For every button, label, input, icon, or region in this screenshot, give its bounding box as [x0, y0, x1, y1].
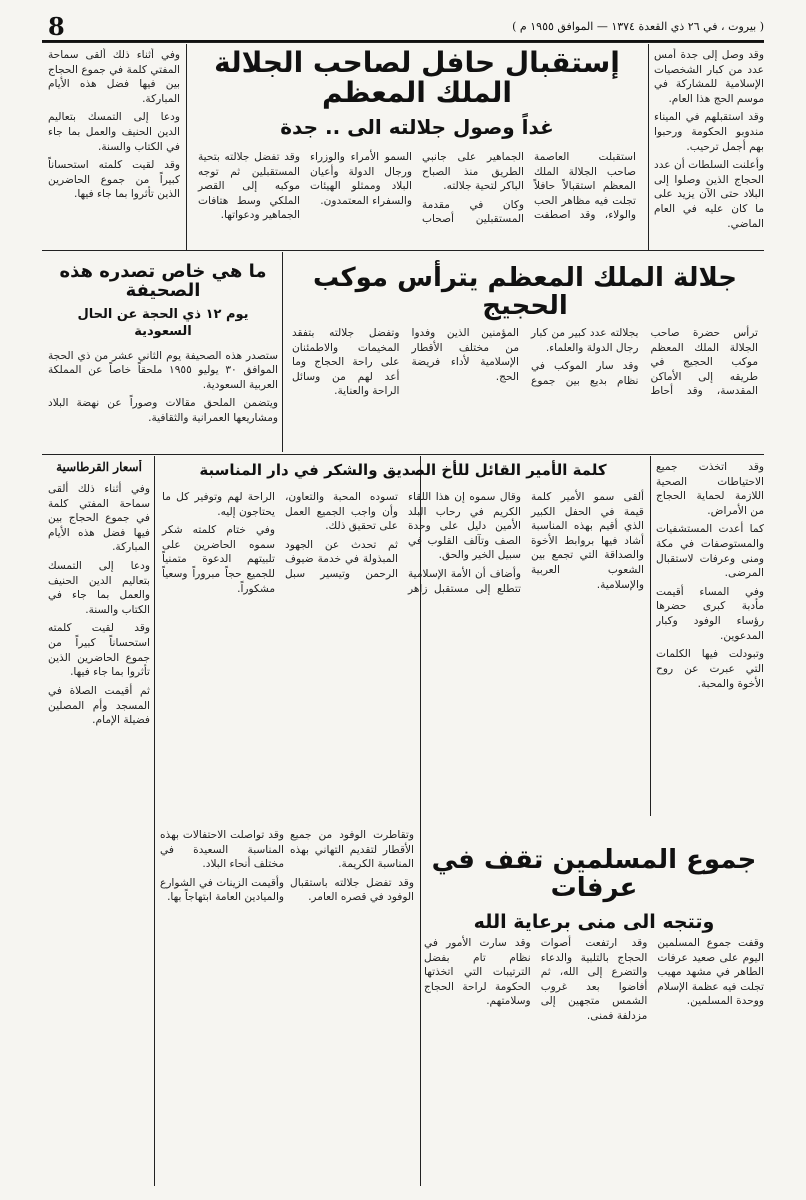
story-special-issue-paragraph: ويتضمن الملحق مقالات وصوراً عن نهضة البلاد ومشاريعها العمرانية والثقافية.	[48, 397, 278, 425]
subheadline-reception: غداً وصول جلالته الى .. جدة	[280, 115, 554, 140]
subheadline-arafat: وتتجه الى منى برعاية الله	[473, 911, 715, 934]
right-middle-paragraph: وفي المساء أقيمت مأدبة كبرى حضرها رؤساء الوفود وكبار المدعوين.	[656, 585, 764, 642]
right-top-column	[654, 48, 764, 244]
left-bottom-paragraph: ثم أقيمت الصلاة في المسجد وأم المصلين فضيلة الإمام.	[48, 684, 150, 727]
story-procession	[286, 256, 764, 450]
headline-prince-speech: كلمة الأمير القائل للأخ الصديق والشكر في دار المناسبة	[199, 461, 607, 479]
story-reception-body	[198, 150, 636, 240]
left-bottom-column	[48, 460, 150, 1186]
headline-reception: إستقبال حافل لصاحب الجلالة الملك المعظم	[214, 48, 620, 110]
story-procession-paragraph: ترأس حضرة صاحب الجلالة الملك المعظم موكب الحجيج في طريقه إلى الأماكن المقدسة، وقد أحاط بجلالته عدد كبير من كبار رجال الدولة والعلماء.	[531, 327, 758, 398]
story-procession-paragraph: وقد سار الموكب في نظام بديع بين جموع المؤمنين الذين وفدوا من مختلف الأقطار الإسلامية لأداء فريضة الحج.	[411, 327, 639, 387]
masthead-strip	[42, 12, 764, 42]
middle-bottom-paragraph: وأقيمت الزينات في الشوارع والميادين العامة ابتهاجاً بها.	[160, 876, 284, 904]
left-top-paragraph: وقد لقيت كلمته استحساناً كبيراً من جموع الحاضرين الذين تأثروا بما جاء فيها.	[48, 159, 180, 201]
right-middle-paragraph: كما أعدت المستشفيات والمستوصفات في مكة ومنى وعرفات لاستقبال المرضى.	[656, 523, 764, 580]
story-arafat-paragraph: وقفت جموع المسلمين اليوم على صعيد عرفات الطاهر في مشهد مهيب تجلت فيه عظمة الإسلام ووحدة المسلمين.	[657, 937, 764, 1008]
story-procession-paragraph: وتفضل جلالته بتفقد المخيمات والاطمئنان على راحة الحجاج وما أعد لهم من وسائل الراحة والعناية.	[292, 327, 400, 398]
story-prince-speech-body	[162, 490, 644, 816]
story-procession-body	[292, 326, 758, 444]
left-bottom-paragraph: وقد لقيت كلمته استحساناً كبيراً من جموع الحاضرين الذين تأثروا بما جاء فيها.	[48, 622, 150, 679]
right-middle-paragraph: وتبودلت فيها الكلمات التي عبرت عن روح الأخوة والمحبة.	[656, 648, 764, 690]
middle-bottom-column-2	[290, 828, 414, 1184]
story-reception-paragraph: استقبلت العاصمة صاحب الجلالة الملك المعظم استقبالاً حافلاً تجلت فيه مظاهر الحب والولاء، وقد اصطفت الجماهير على جانبي الطريق منذ الصباح الباكر لتحية جلالته.	[422, 151, 636, 222]
left-top-column	[48, 48, 180, 244]
subheadline-special-issue: يوم ١٢ ذي الحجة عن الحال السعودية	[77, 306, 249, 339]
story-reception-paragraph: وكان في مقدمة المستقبلين أصحاب السمو الأمراء والوزراء ورجال الدولة وأعيان البلاد وممثلو الهيئات والسفراء المعتمدون.	[310, 151, 524, 226]
story-reception	[190, 48, 644, 246]
middle-bottom-paragraph: وتقاطرت الوفود من جميع الأقطار لتقديم التهاني بهذه المناسبة الكريمة.	[290, 829, 414, 871]
story-special-issue	[48, 256, 278, 450]
headline-special-issue: ما هي خاص تصدره هذه الصحيفة	[59, 261, 267, 302]
story-special-issue-paragraph: ستصدر هذه الصحيفة يوم الثاني عشر من ذي الحجة الموافق ٣٠ يوليو ١٩٥٥ ملحقاً خاصاً عن المملكة العربية السعودية.	[48, 349, 278, 391]
headline-procession: جلالة الملك المعظم يترأس موكب الحجيج	[312, 263, 738, 322]
story-arafat-paragraph: وقد ارتفعت أصوات الحجاج بالتلبية والدعاء والتضرع إلى الله، ثم أفاضوا بعد غروب الشمس متجهين إلى مزدلفة فمنى.	[540, 937, 648, 1023]
story-reception-paragraph: وقد تفضل جلالته بتحية المستقبلين ثم توجه موكبه إلى القصر الملكي وسط هتافات الجماهير ودعواتها.	[198, 151, 300, 222]
story-special-issue-body	[48, 349, 278, 426]
story-prince-speech-paragraph: وقال سموه إن هذا اللقاء الكريم في رحاب البلد الأمين دليل على وحدة الصف وتآلف القلوب في سبيل الخير والحق.	[408, 491, 521, 562]
top-strip-text: ( بيروت ، في ٢٦ ذي القعدة ١٣٧٤ — الموافق ١٩٥٥ م )	[512, 19, 764, 33]
story-prince-speech-paragraph: ألقى سمو الأمير كلمة قيمة في الحفل الكبير الذي أقيم بهذه المناسبة أشاد فيها بروابط الأخوة والصداقة التي تجمع بين الشعوب العربية والإسلامية.	[531, 491, 644, 591]
story-arafat-body	[424, 936, 764, 1180]
left-bottom-title: أسعار القرطاسية	[56, 460, 142, 474]
middle-bottom-column-1	[160, 828, 284, 1184]
middle-bottom-paragraph: وقد تواصلت الاحتفالات بهذه المناسبة السعيدة في مختلف أنحاء البلاد.	[160, 829, 284, 871]
right-top-paragraph: وأعلنت السلطات أن عدد الحجاج الذين وصلوا إلى البلاد حتى الآن يزيد على ما كان عليه في العام الماضي.	[654, 159, 764, 230]
right-top-paragraph: وقد استقبلهم في الميناء مندوبو الحكومة ورحبوا بهم أجمل ترحيب.	[654, 111, 764, 153]
left-top-paragraph: وفي أثناء ذلك ألقى سماحة المفتي كلمة في جموع الحجاج بين فيها فضل هذه الأيام المباركة.	[48, 49, 180, 105]
right-middle-paragraph: وقد اتخذت جميع الاحتياطات الصحية اللازمة لحماية الحجاج من الأمراض.	[656, 461, 764, 517]
story-arafat	[424, 834, 764, 1186]
left-bottom-paragraph: ودعا إلى التمسك بتعاليم الدين الحنيف والعمل بما جاء في الكتاب والسنة.	[48, 560, 150, 616]
story-prince-speech-paragraph: ثم تحدث عن الجهود المبذولة في خدمة ضيوف الرحمن وتيسير سبل الراحة لهم وتوفير كل ما يحتاجون إليه.	[162, 491, 398, 581]
page-number: 8	[48, 11, 65, 41]
left-bottom-body	[48, 482, 150, 728]
middle-bottom-paragraph: وقد تفضل جلالته باستقبال الوفود في قصره العامر.	[290, 876, 414, 904]
story-prince-speech-paragraph: وفي ختام كلمته شكر سموه الحاضرين على تلبيتهم الدعوة متمنياً للجميع حجاً مبروراً وسعياً مشكوراً.	[162, 524, 275, 595]
right-top-paragraph: وقد وصل إلى جدة أمس عدد من كبار الشخصيات الإسلامية للمشاركة في موسم الحج هذا العام.	[654, 49, 764, 105]
right-middle-column	[656, 460, 764, 816]
story-prince-speech	[160, 460, 646, 820]
story-arafat-paragraph: وقد سارت الأمور في نظام تام بفضل الترتيبات التي اتخذتها الحكومة لراحة الحجاج وسلامتهم.	[424, 937, 531, 1008]
left-top-paragraph: ودعا إلى التمسك بتعاليم الدين الحنيف والعمل بما جاء في الكتاب والسنة.	[48, 111, 180, 153]
story-prince-speech-paragraph: وأضاف أن الأمة الإسلامية تتطلع إلى مستقبل زاهر تسوده المحبة والتعاون، وأن واجب الجميع العمل على تحقيق ذلك.	[285, 491, 521, 595]
left-bottom-paragraph: وفي أثناء ذلك ألقى سماحة المفتي كلمة في جموع الحجاج بين فيها فضل هذه الأيام المباركة.	[48, 483, 150, 554]
headline-arafat: جموع المسلمين تقف في عرفات	[431, 845, 757, 904]
